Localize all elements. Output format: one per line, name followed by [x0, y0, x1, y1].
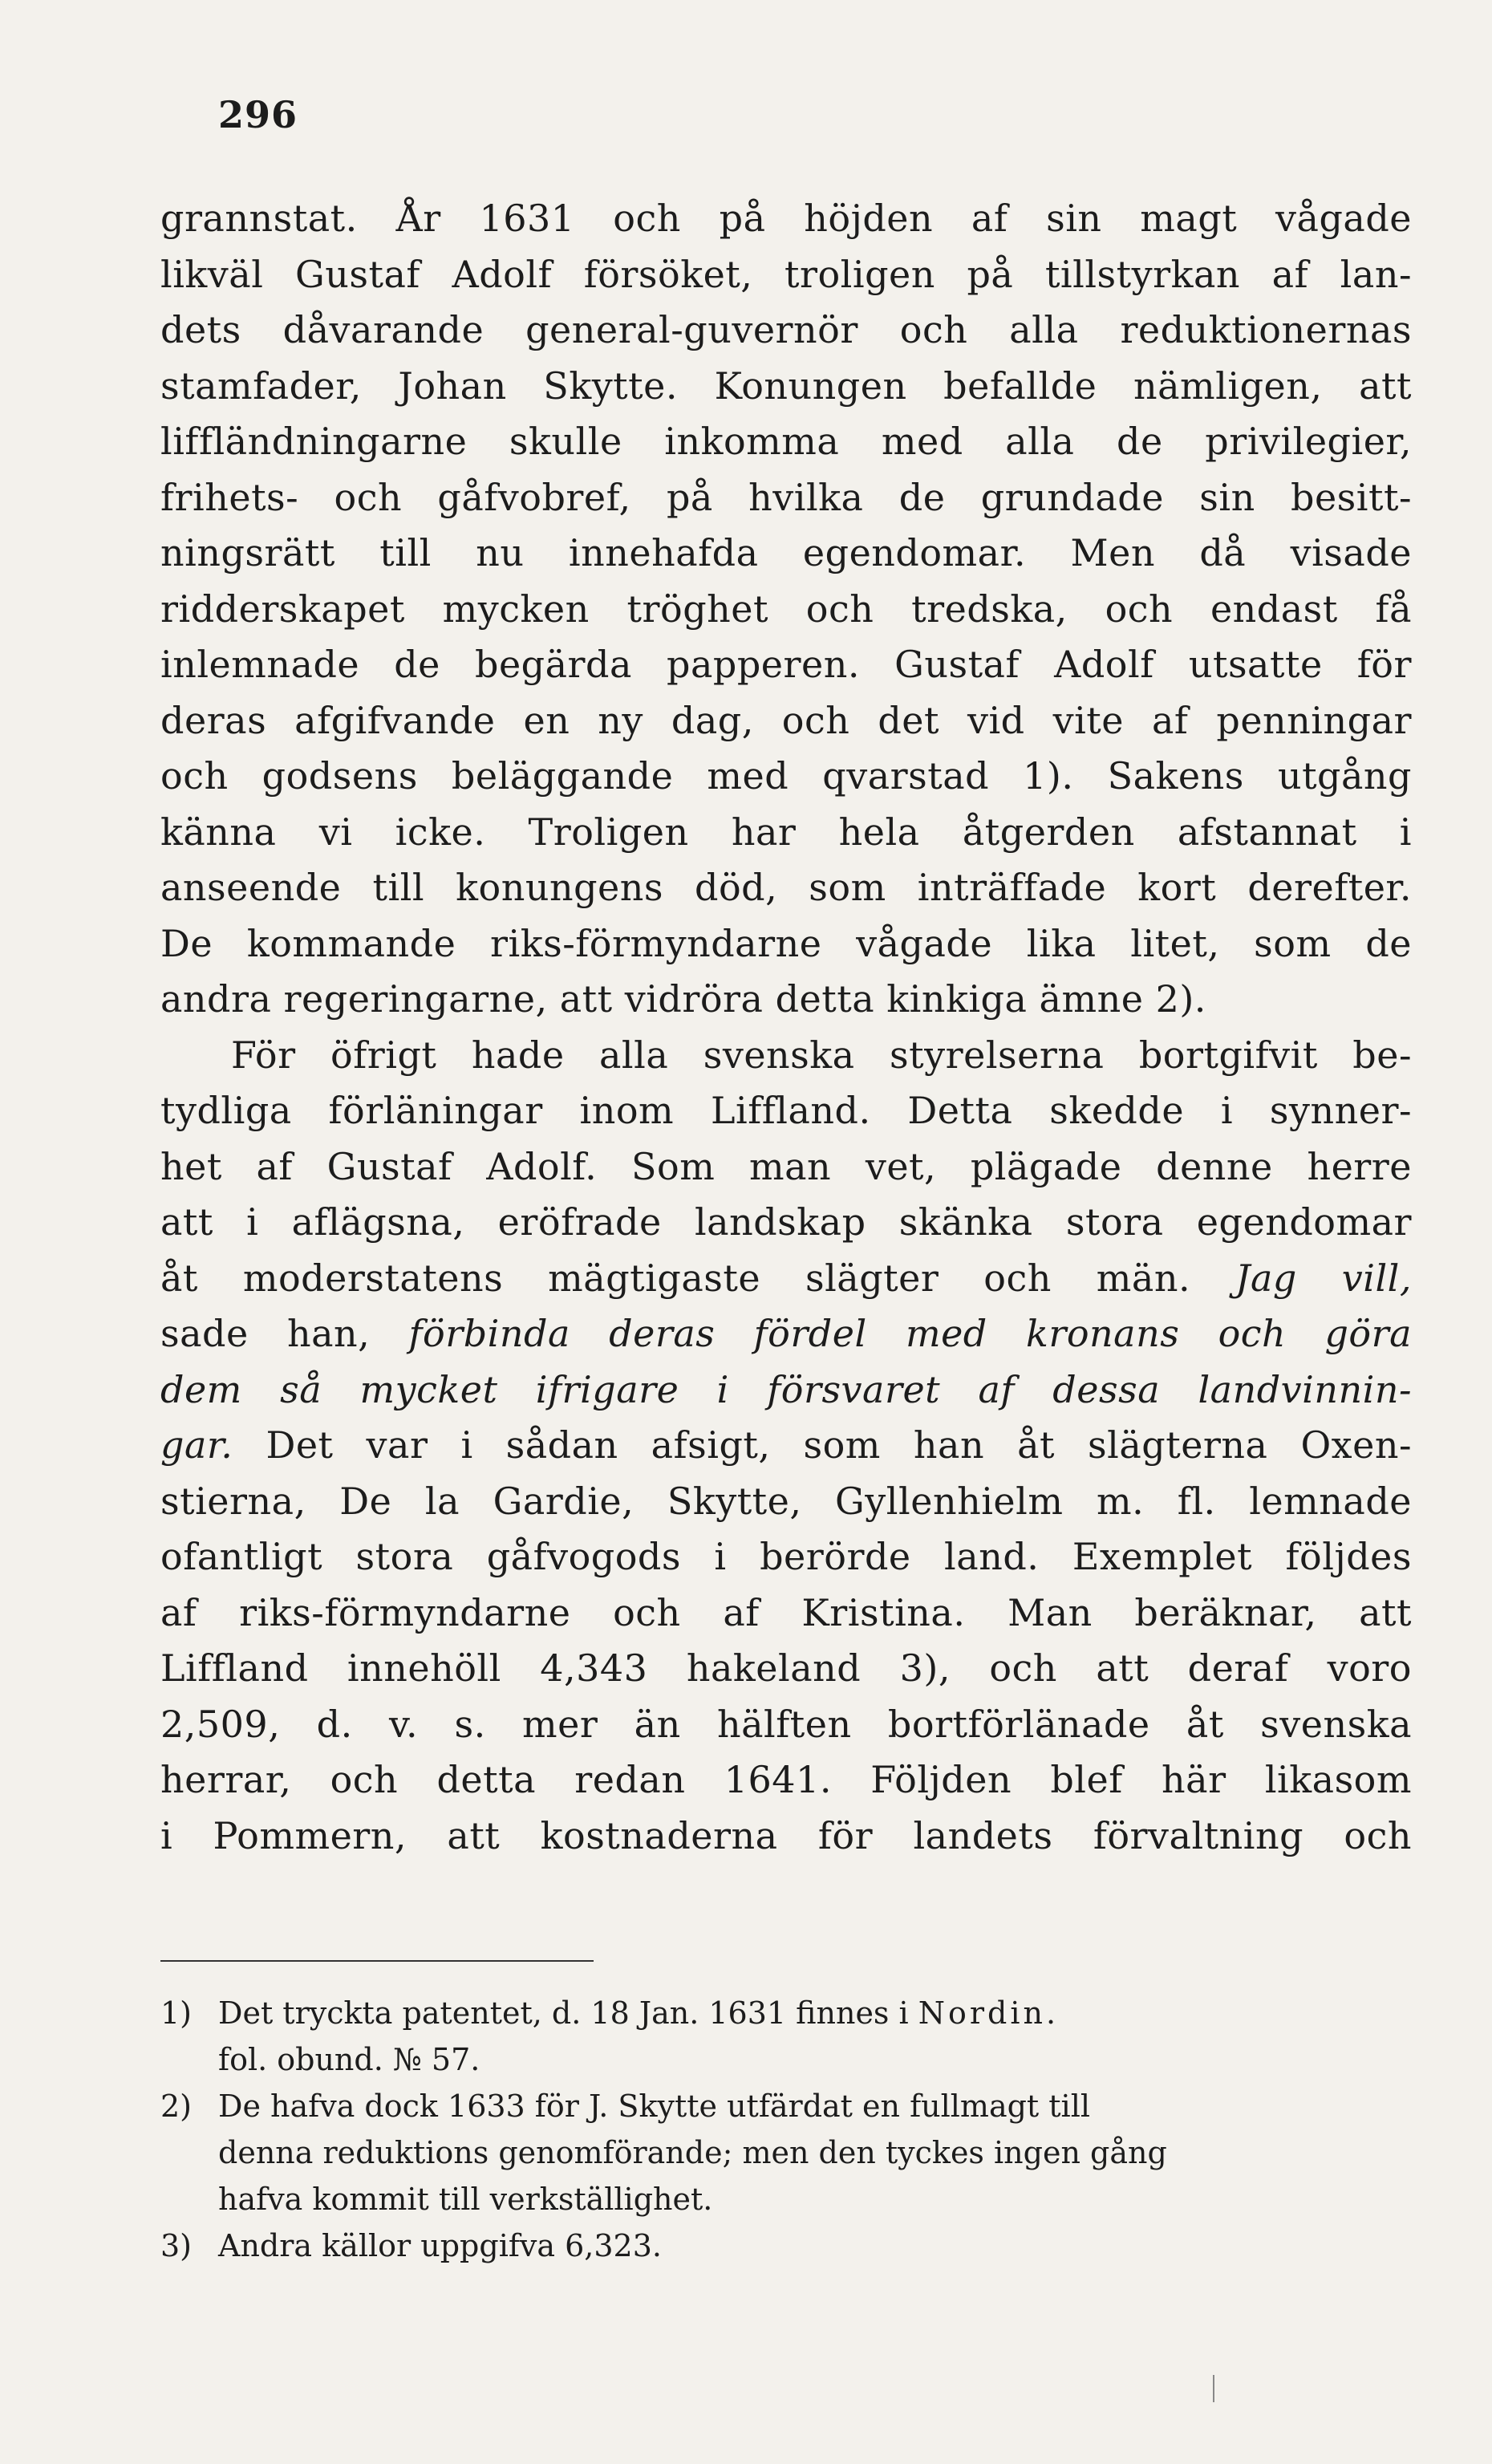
scan-mark [1213, 2375, 1214, 2402]
text-line: deras afgifvande en ny dag, och det vid vite af penningar [160, 698, 1412, 742]
footnote-2-continuation [160, 2129, 1412, 2176]
text-line: stierna, De la Gardie, Skytte, Gyllenhielm m. fl. lemnade [160, 1479, 1412, 1523]
italic-quote: förbinda deras fördel med kronans och göra [408, 1312, 1412, 1355]
text-line: ofantligt stora gåfvogods i berörde land. Exemplet följdes [160, 1535, 1412, 1578]
footnote-1 [160, 1990, 1412, 2036]
text-line: att i aflägsna, eröfrade landskap skänka stora egendomar [160, 1200, 1412, 1244]
text-line: stamfader, Johan Skytte. Konungen befallde nämligen, att [160, 363, 1412, 408]
text-line: likväl Gustaf Adolf försöket, troligen på tillstyrkan af lan- [160, 252, 1412, 296]
footnote-number: 2) [160, 2089, 193, 2124]
text-line: 2,509, d. v. s. mer än hälften bortförlänade åt svenska [160, 1702, 1412, 1746]
footnote-2-continuation [160, 2176, 1412, 2222]
text-line: inlemnade de begärda papperen. Gustaf Adolf utsatte för [160, 643, 1412, 686]
footnote-number: 3) [160, 2228, 193, 2263]
footnote-text: De hafva dock 1633 för J. Skytte utfärdat en fullmagt till [218, 2089, 1091, 2124]
text-line: anseende till konungens död, som inträffade kort derefter. [160, 866, 1412, 909]
text-line: ridderskapet mycken tröghet och tredska, och endast få [160, 587, 1412, 631]
text-line [160, 1251, 1412, 1307]
text-line: het af Gustaf Adolf. Som man vet, plägade denne herre [160, 1144, 1412, 1188]
footnote-text: fol. obund. № 57. [218, 2042, 480, 2077]
footnotes [160, 1990, 1412, 2269]
italic-quote: dem så mycket ifrigare i försvaret af dessa landvinnin- [160, 1367, 1412, 1411]
text-line: frihets- och gåfvobref, på hvilka de grundade sin besitt- [160, 475, 1412, 519]
footnote-2 [160, 2083, 1412, 2129]
footnote-number: 1) [160, 1995, 193, 2031]
footnote-3 [160, 2222, 1412, 2269]
text-line: andra regeringarne, att vidröra detta kinkiga ämne 2). [160, 977, 1206, 1021]
text-segment: åt moderstatens mägtigaste slägter och män. [160, 1256, 1191, 1300]
italic-quote: Jag vill, [1235, 1256, 1412, 1300]
body-text [160, 191, 1412, 1864]
page-number: 296 [218, 93, 298, 136]
text-line: i Pommern, att kostnaderna för landets förvaltning och [160, 1813, 1412, 1857]
text-line: liffländningarne skulle inkomma med alla de privilegier, [160, 420, 1412, 463]
text-line: tydliga förläningar inom Liffland. Detta skedde i synner- [160, 1089, 1412, 1132]
text-line: ningsrätt till nu innehafda egendomar. Men då visade [160, 531, 1412, 574]
text-line: och godsens beläggande med qvarstad 1). Sakens utgång [160, 754, 1412, 798]
footnote-text: Det tryckta patentet, d. 18 Jan. 1631 finnes i [218, 1995, 909, 2031]
text-line: För öfrigt hade alla svenska styrelserna bortgifvit be- [231, 1033, 1412, 1077]
text-line [160, 1418, 1412, 1474]
footnote-text: denna reduktions genomförande; men den tyckes ingen gång [218, 2135, 1167, 2170]
text-line [160, 1306, 1412, 1362]
text-line: De kommande riks-förmyndarne vågade lika litet, som de [160, 921, 1412, 965]
footnote-text: hafva kommit till verkställighet. [218, 2182, 713, 2217]
text-line: herrar, och detta redan 1641. Följden blef här likasom [160, 1758, 1412, 1801]
text-line: af riks-förmyndarne och af Kristina. Man beräknar, att [160, 1590, 1412, 1634]
text-segment: sade han, [160, 1312, 371, 1355]
text-line: dets dåvarande general-guvernör och alla reduktionernas [160, 308, 1412, 351]
text-segment: Det var i sådan afsigt, som han åt slägterna Oxen- [266, 1423, 1412, 1467]
text-line: Liffland innehöll 4,343 hakeland 3), och att deraf voro [160, 1646, 1412, 1690]
footnote-divider [160, 1960, 594, 1962]
text-line: grannstat. År 1631 och på höjden af sin magt vågade [160, 197, 1412, 240]
text-line: känna vi icke. Troligen har hela åtgerden afstannat i [160, 810, 1412, 854]
footnote-text: Andra källor uppgifva 6,323. [218, 2228, 662, 2263]
footnote-1-continuation [160, 2036, 1412, 2083]
footnote-source-name: Nordin. [918, 1995, 1060, 2031]
italic-quote: gar. [160, 1423, 233, 1467]
